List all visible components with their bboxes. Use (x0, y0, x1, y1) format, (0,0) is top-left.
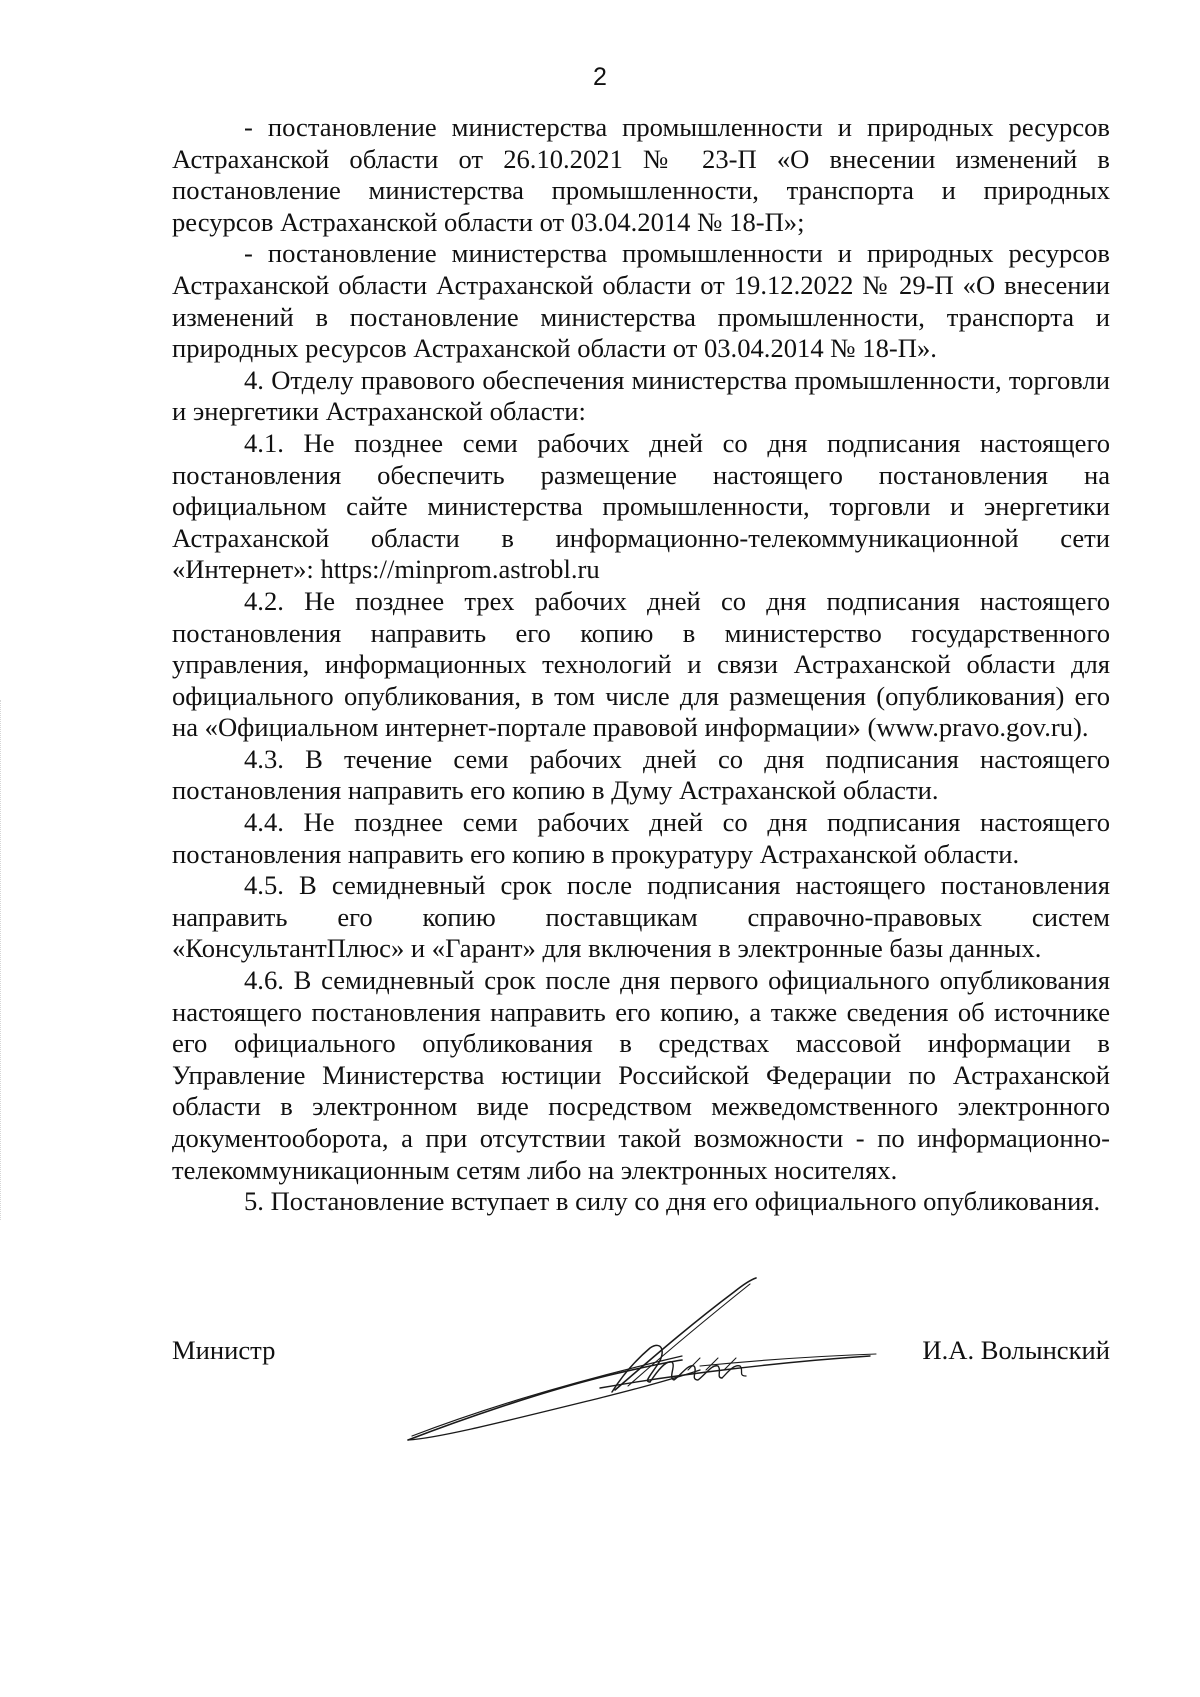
paragraph-repeal-2022: - постановление министерства промышленности и природных ресурсов Астраханской области Астраханской области от 19.12.2022 № 29-П «О внесении изменений в постановление министерства промышленности, транспорта и природных ресурсов Астраханской области от 03.04.2014 № 18-П». (172, 238, 1110, 364)
page-number: 2 (593, 63, 607, 91)
paragraph-item-4-5: 4.5. В семидневный срок после подписания настоящего постановления направить его копию поставщикам справочно-правовых систем «КонсультантПлюс» и «Гарант» для включения в электронные базы данных. (172, 870, 1110, 964)
paragraph-item-4-4: 4.4. Не позднее семи рабочих дней со дня подписания настоящего постановления направить его копию в прокуратуру Астраханской области. (172, 807, 1110, 869)
paragraph-item-5: 5. Постановление вступает в силу со дня его официального опубликования. (244, 1186, 1101, 1217)
paragraph-item-4-3: 4.3. В течение семи рабочих дней со дня подписания настоящего постановления направить его копию в Думу Астраханской области. (172, 743, 1110, 806)
paragraph-item-4-2: 4.2. Не позднее трех рабочих дней со дня подписания настоящего постановления направить его копию в министерство государственного управления, информационных технологий и связи Астраханской области для официального опубликования, в том числе для размещения (опубликования) его на «Официальном интернет-портале правовой информации» (www.pravo.gov.ru). (172, 585, 1110, 743)
paragraph-repeal-2021: - постановление министерства промышленности и природных ресурсов Астраханской области от 26.10.2021 № 23-П «О внесении изменений в постановление министерства промышленности, транспорта и природных ресурсов Астраханской области от 03.04.2014 № 18-П»; (172, 112, 1110, 237)
signatory-position: Министр (172, 1335, 276, 1365)
paragraph-item-4-6: 4.6. В семидневный срок после дня первого официального опубликования настоящего постановления направить его копию, а также сведения об источнике его официального опубликования в средствах массовой информации в Управление Министерства юстиции Российской Федерации по Астраханской области в электронном виде посредством межведомственного электронного документооборота, а при отсутствии такой возможности - по информационно-телекоммуникационным сетям либо на электронных носителях. (172, 965, 1110, 1185)
paragraph-item-4: 4. Отделу правового обеспечения министерства промышленности, торговли и энергетики Астраханской области: (172, 364, 1110, 427)
scan-margin-marks (0, 700, 7, 1220)
signature-block (172, 1335, 1110, 1375)
document-body (172, 112, 1110, 1218)
signatory-name: И.А. Волынский (922, 1335, 1110, 1365)
paragraph-item-4-1: 4.1. Не позднее семи рабочих дней со дня подписания настоящего постановления обеспечить размещение настоящего постановления на официальном сайте министерства промышленности, торговли и энергетики Астраханской области в информационно-телекоммуникационной сети «Интернет»: https://minprom.astrobl.ru (172, 427, 1110, 585)
